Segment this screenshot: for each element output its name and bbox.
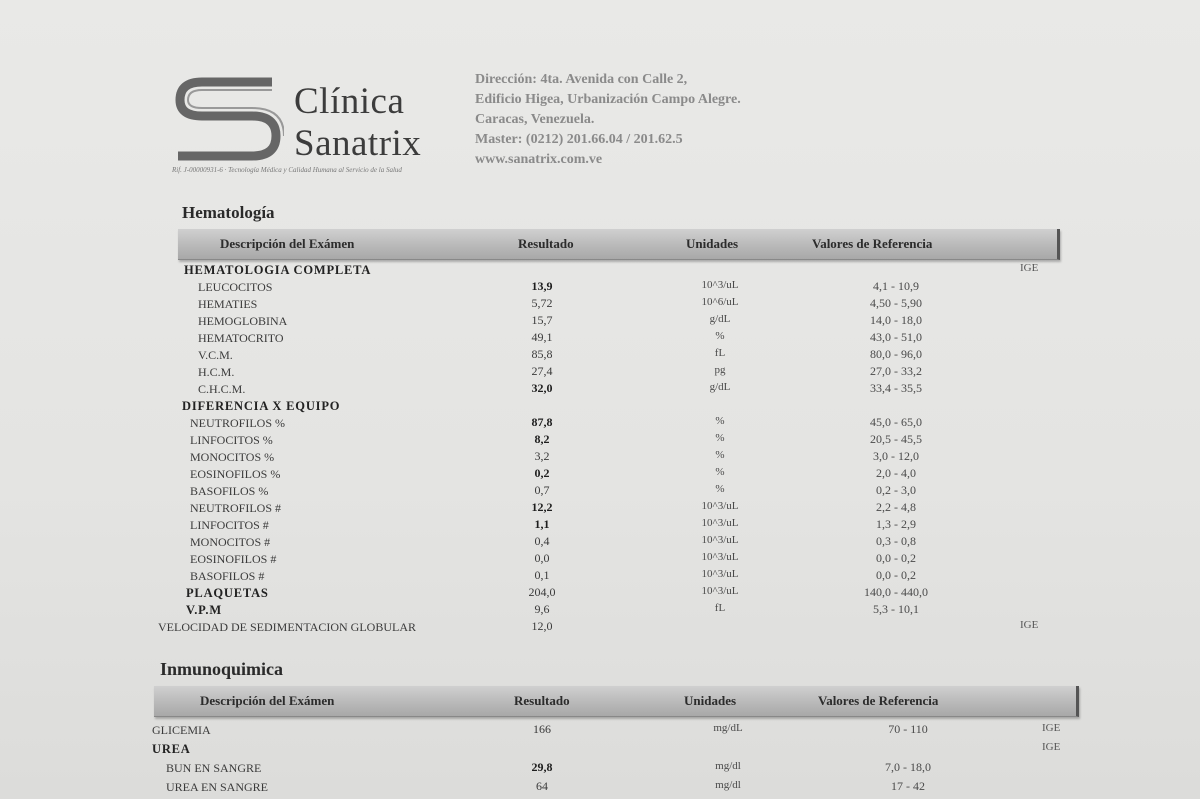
exam-units: g/dL: [709, 381, 731, 393]
exam-reference-range: 2,0 - 4,0: [876, 466, 916, 480]
exam-description: GLICEMIA: [152, 723, 211, 737]
exam-result: 9,6: [534, 602, 550, 616]
exam-units: mg/dL: [713, 722, 743, 734]
exam-description: EOSINOFILOS #: [190, 552, 277, 566]
exam-units: 10^3/uL: [701, 500, 739, 512]
exam-result: 204,0: [528, 585, 556, 599]
exam-description: DIFERENCIA X EQUIPO: [182, 399, 341, 413]
exam-units: mg/dl: [715, 779, 741, 791]
col-header-desc: Descripción del Exámen: [220, 236, 355, 251]
exam-units: %: [715, 432, 725, 444]
exam-reference-range: 140,0 - 440,0: [864, 585, 928, 599]
exam-units: fL: [714, 347, 726, 359]
exam-result: 0,0: [534, 551, 550, 565]
exam-description: MONOCITOS #: [190, 535, 271, 549]
exam-reference-range: 45,0 - 65,0: [870, 415, 922, 429]
exam-result: 15,7: [531, 313, 553, 327]
brand-name-line1: Clínica: [294, 81, 405, 122]
exam-description: V.C.M.: [198, 348, 233, 362]
exam-result: 0,7: [534, 483, 550, 497]
exam-result: 1,1: [534, 517, 550, 531]
exam-reference-range: 3,0 - 12,0: [873, 449, 919, 463]
exam-reference-range: 14,0 - 18,0: [870, 313, 922, 327]
exam-reference-range: 0,0 - 0,2: [876, 568, 916, 582]
exam-result: 32,0: [531, 381, 553, 395]
exam-description: HEMATOCRITO: [198, 331, 284, 345]
address-line: Master: (0212) 201.66.04 / 201.62.5: [475, 132, 683, 147]
exam-units: %: [715, 415, 725, 427]
exam-units: %: [715, 330, 725, 342]
exam-result: 12,2: [531, 500, 553, 514]
exam-result: 85,8: [531, 347, 553, 361]
address-line: www.sanatrix.com.ve: [475, 152, 603, 167]
address-line: Edificio Higea, Urbanización Campo Alegre.: [475, 92, 741, 107]
exam-description: UREA: [152, 742, 191, 756]
exam-units: %: [715, 449, 725, 461]
exam-units: g/dL: [709, 313, 731, 325]
exam-reference-range: 43,0 - 51,0: [870, 330, 922, 344]
exam-reference-range: 0,0 - 0,2: [876, 551, 916, 565]
exam-result: 49,1: [531, 330, 553, 344]
address-line: Caracas, Venezuela.: [475, 112, 595, 127]
exam-units: 10^3/uL: [701, 551, 739, 563]
exam-description: HEMATOLOGIA COMPLETA: [184, 263, 372, 277]
exam-result: 29,8: [531, 760, 553, 774]
exam-description: LEUCOCITOS: [198, 280, 273, 294]
clinic-address: [475, 70, 741, 170]
exam-description: HEMOGLOBINA: [198, 314, 288, 328]
col-header-result: Resultado: [518, 236, 574, 251]
hematologia-table-header: [178, 229, 1060, 260]
col-header-ref: Valores de Referencia: [812, 236, 933, 251]
exam-description: H.C.M.: [198, 365, 235, 379]
exam-reference-range: 80,0 - 96,0: [870, 347, 922, 361]
exam-units: 10^3/uL: [701, 568, 739, 580]
exam-units: 10^6/uL: [701, 296, 739, 308]
exam-result: 87,8: [531, 415, 553, 429]
exam-description: V.P.M: [186, 603, 222, 617]
address-line: Dirección: 4ta. Avenida con Calle 2,: [475, 72, 688, 87]
exam-reference-range: 5,3 - 10,1: [873, 602, 919, 616]
exam-flag: IGE: [1020, 262, 1039, 274]
exam-reference-range: 0,3 - 0,8: [876, 534, 916, 548]
brand-tagline: Rif. J-00000931-6 · Tecnología Médica y Calidad Humana al Servicio de la Salud: [172, 166, 402, 174]
brand-name-line2: Sanatrix: [294, 123, 422, 164]
col-header-units: Unidades: [684, 693, 737, 708]
exam-units: fL: [714, 602, 726, 614]
exam-units: mg/dl: [715, 760, 741, 772]
section-title-inmunoquimica: Inmunoquimica: [160, 659, 284, 679]
exam-reference-range: 20,5 - 45,5: [870, 432, 922, 446]
exam-result: 0,2: [534, 466, 550, 480]
exam-description: BUN EN SANGRE: [166, 761, 262, 775]
exam-description: VELOCIDAD DE SEDIMENTACION GLOBULAR: [158, 620, 417, 634]
exam-reference-range: 27,0 - 33,2: [870, 364, 922, 378]
exam-units: %: [715, 483, 725, 495]
col-header-units: Unidades: [686, 236, 739, 251]
exam-description: LINFOCITOS %: [190, 433, 273, 447]
exam-reference-range: 33,4 - 35,5: [870, 381, 922, 395]
exam-flag: IGE: [1042, 722, 1061, 734]
exam-result: 3,2: [534, 449, 550, 463]
exam-reference-range: 1,3 - 2,9: [876, 517, 916, 531]
exam-result: 13,9: [531, 279, 553, 293]
exam-description: NEUTROFILOS #: [190, 501, 282, 515]
exam-description: MONOCITOS %: [190, 450, 275, 464]
exam-description: NEUTROFILOS %: [190, 416, 285, 430]
exam-description: BASOFILOS #: [190, 569, 265, 583]
sanatrix-s-logo-icon: [172, 74, 284, 162]
exam-result: 0,4: [534, 534, 550, 548]
exam-result: 64: [536, 779, 548, 793]
exam-units: 10^3/uL: [701, 585, 739, 597]
col-header-ref: Valores de Referencia: [818, 693, 939, 708]
exam-reference-range: 17 - 42: [891, 779, 925, 793]
exam-units: 10^3/uL: [701, 517, 739, 529]
exam-description: LINFOCITOS #: [190, 518, 269, 532]
exam-reference-range: 4,1 - 10,9: [873, 279, 919, 293]
exam-description: EOSINOFILOS %: [190, 467, 281, 481]
exam-reference-range: 0,2 - 3,0: [876, 483, 916, 497]
exam-reference-range: 70 - 110: [888, 722, 928, 736]
exam-reference-range: 7,0 - 18,0: [885, 760, 931, 774]
inmunoquimica-table-header: [154, 686, 1079, 717]
exam-result: 166: [533, 722, 551, 736]
exam-result: 0,1: [534, 568, 550, 582]
exam-reference-range: 2,2 - 4,8: [876, 500, 916, 514]
exam-units: 10^3/uL: [701, 279, 739, 291]
exam-description: HEMATIES: [198, 297, 258, 311]
exam-reference-range: 4,50 - 5,90: [870, 296, 922, 310]
exam-units: %: [715, 466, 725, 478]
section-title-hematologia: Hematología: [182, 203, 275, 222]
exam-description: PLAQUETAS: [186, 586, 269, 600]
exam-units: 10^3/uL: [701, 534, 739, 546]
exam-result: 8,2: [534, 432, 550, 446]
clinic-logo: [172, 74, 462, 184]
exam-description: C.H.C.M.: [198, 382, 246, 396]
exam-flag: IGE: [1020, 619, 1039, 631]
exam-result: 12,0: [531, 619, 553, 633]
exam-description: UREA EN SANGRE: [166, 780, 269, 794]
exam-result: 5,72: [531, 296, 553, 310]
col-header-desc: Descripción del Exámen: [200, 693, 335, 708]
exam-flag: IGE: [1042, 741, 1061, 753]
exam-description: BASOFILOS %: [190, 484, 269, 498]
exam-result: 27,4: [531, 364, 553, 378]
exam-units: pg: [714, 364, 726, 376]
col-header-result: Resultado: [514, 693, 570, 708]
